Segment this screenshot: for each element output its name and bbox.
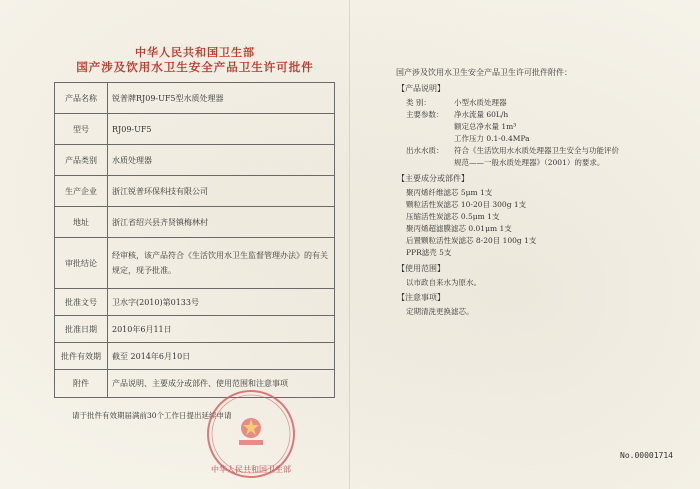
desc-water-2: 规范——一般水质处理器》（2001）的要求。 bbox=[454, 158, 605, 167]
row-label: 生产企业 bbox=[55, 176, 108, 207]
section-product-desc: 【产品说明】 bbox=[397, 84, 445, 93]
attachment-value: 产品说明、主要成分或部件、使用范围和注意事项 bbox=[108, 370, 335, 398]
address-value: 浙江省绍兴县齐贤镇梅林村 bbox=[108, 207, 335, 238]
ministry-title: 中华人民共和国卫生部 bbox=[135, 46, 255, 59]
approval-table bbox=[54, 82, 335, 398]
model-value: RJ09-UF5 bbox=[108, 114, 335, 145]
row-label: 附件 bbox=[55, 370, 108, 398]
table-row bbox=[55, 145, 335, 176]
list-item: 聚丙烯纤维滤芯 5μm 1支 bbox=[406, 188, 493, 197]
conclusion-value: 经审核，该产品符合《生活饮用水卫生监督管理办法》的有关规定，现予批准。 bbox=[108, 238, 335, 289]
table-row bbox=[55, 316, 335, 343]
approval-date-value: 2010年6月11日 bbox=[108, 316, 335, 343]
row-label: 批准日期 bbox=[55, 316, 108, 343]
table-row bbox=[55, 114, 335, 145]
product-name-value: 锐普牌RJ09-UF5型水质处理器 bbox=[108, 83, 335, 114]
table-row bbox=[55, 207, 335, 238]
desc-type: 类 别： 小型水质处理器 bbox=[406, 98, 507, 107]
row-label: 产品名称 bbox=[55, 83, 108, 114]
certificate-title: 国产涉及饮用水卫生安全产品卫生许可批件 bbox=[76, 60, 314, 74]
row-label: 批件有效期 bbox=[55, 343, 108, 370]
note-text: 定期清洗更换滤芯。 bbox=[406, 307, 474, 316]
row-label: 地址 bbox=[55, 207, 108, 238]
list-item: 后置颗粒活性炭滤芯 8-20目 100g 1支 bbox=[406, 236, 537, 245]
table-row bbox=[55, 176, 335, 207]
row-label: 型号 bbox=[55, 114, 108, 145]
validity-value: 截至 2014年6月10日 bbox=[108, 343, 335, 370]
list-item: 颗粒活性炭滤芯 10-20目 300g 1支 bbox=[406, 200, 527, 209]
seal-text: 中华人民共和国卫生部 bbox=[211, 465, 291, 474]
manufacturer-value: 浙江锐普环保科技有限公司 bbox=[108, 176, 335, 207]
table-row bbox=[55, 83, 335, 114]
official-seal-icon bbox=[205, 388, 297, 480]
section-scope: 【使用范围】 bbox=[397, 264, 445, 273]
section-notes: 【注意事项】 bbox=[397, 293, 445, 302]
footnote: 请于批件有效期届满前30个工作日提出延续申请 bbox=[72, 411, 232, 420]
attachment-heading: 国产涉及饮用水卫生安全产品卫生许可批件附件： bbox=[396, 68, 572, 77]
scope-text: 以市政自来水为原水。 bbox=[406, 278, 481, 287]
row-label: 审批结论 bbox=[55, 238, 108, 289]
desc-param-3: 工作压力 0.1-0.4MPa bbox=[454, 134, 530, 143]
row-label: 批准文号 bbox=[55, 289, 108, 316]
section-components: 【主要成分或部件】 bbox=[397, 174, 469, 183]
desc-param-2: 额定总净水量 1m³ bbox=[454, 122, 517, 131]
list-item: PPR滤壳 5支 bbox=[406, 248, 452, 257]
desc-params: 主要参数： 净水流量 60L/h bbox=[406, 110, 509, 119]
desc-water: 出水水质： 符合《生活饮用水水质处理器卫生安全与功能评价 bbox=[406, 146, 619, 155]
list-item: 聚丙烯超滤膜滤芯 0.01μm 1支 bbox=[406, 224, 512, 233]
approval-number-value: 卫水字(2010)第0133号 bbox=[108, 289, 335, 316]
table-row bbox=[55, 343, 335, 370]
table-row bbox=[55, 238, 335, 289]
serial-number: No.00001714 bbox=[620, 451, 673, 460]
table-row bbox=[55, 289, 335, 316]
list-item: 压缩活性炭滤芯 0.5μm 1支 bbox=[406, 212, 500, 221]
category-value: 水质处理器 bbox=[108, 145, 335, 176]
row-label: 产品类别 bbox=[55, 145, 108, 176]
